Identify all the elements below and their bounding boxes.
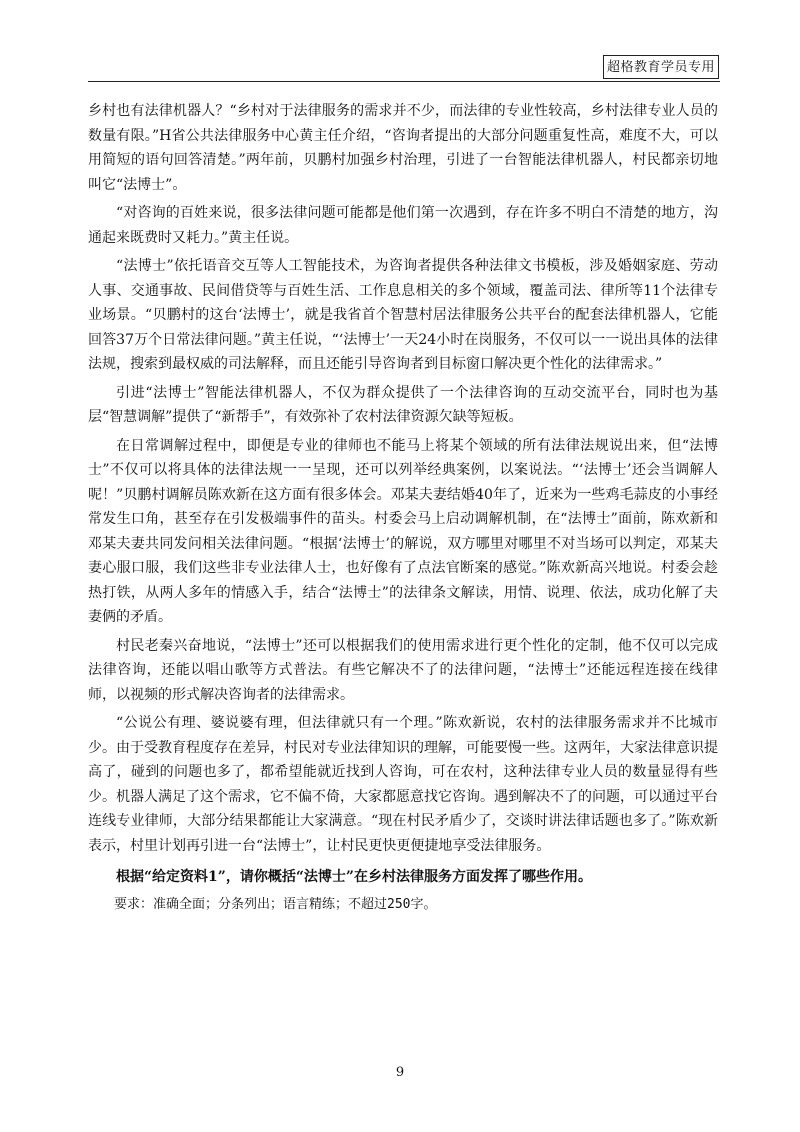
header-rule xyxy=(88,81,720,82)
paragraph-1: 乡村也有法律机器人？“乡村对于法律服务的需求并不少，而法律的专业性较高，乡村法律专业人员的数量有限。”H省公共法律服务中心黄主任介绍，“咨询者提出的大部分问题重复性高，难度不大，可以用简短的语句回答清楚。”两年前，贝鹏村加强乡村治理，引进了一台智能法律机器人，村民都亲切地叫它“法博士”。 xyxy=(88,103,718,193)
paragraph-2: “对咨询的百姓来说，很多法律问题可能都是他们第一次遇到，存在许多不明白不清楚的地方，沟通起来既费时又耗力。”黄主任说。 xyxy=(88,205,718,246)
question-prompt: 根据“给定资料1”，请你概括“法博士”在乡村法律服务方面发挥了哪些作用。 xyxy=(116,869,592,885)
paragraph-5: 在日常调解过程中，即便是专业的律师也不能马上将某个领域的所有法律法规说出来，但“法博士”不仅可以将具体的法律法规一一呈现，还可以列举经典案例，以案说法。“‘法博士’还会当调解人呢！”贝鹏村调解员陈欢新在这方面有很多体会。邓某夫妻结婚40年了，近来为一些鸡毛蒜皮的小事经常发生口角，甚至存在引发极端事件的苗头。村委会马上启动调解机制，在“法博士”面前，陈欢新和邓某夫妻共同发问相关法律问题。“根据‘法博士’的解说，双方哪里对哪里不对当场可以判定，邓某夫妻心服口服，我们这些非专业法律人士，也好像有了点法官断案的感觉。”陈欢新高兴地说。村委会趁热打铁，从两人多年的情感入手，结合“法博士”的法律条文解读，用情、说理、依法，成功化解了夫妻俩的矛盾。 xyxy=(88,437,718,625)
document-body xyxy=(88,99,718,918)
paragraph-4: 引进“法博士”智能法律机器人，不仅为群众提供了一个法律咨询的互动交流平台，同时也为基层“智慧调解”提供了“新帮手”，有效弥补了农村法律资源欠缺等短板。 xyxy=(88,384,718,425)
paragraph-3: “法博士”依托语音交互等人工智能技术，为咨询者提供各种法律文书模板，涉及婚姻家庭、劳动人事、交通事故、民间借贷等与百姓生活、工作息息相关的多个领域，覆盖司法、律所等11个法律专业场景。“贝鹏村的这台‘法博士’，就是我省首个智慧村居法律服务公共平台的配套法律机器人，它能回答37万个日常法律问题。”黄主任说，“‘法博士’一天24小时在岗服务，不仅可以一一说出具体的法律法规，搜索到最权威的司法解释，而且还能引导咨询者到目标窗口解决更个性化的法律需求。” xyxy=(88,258,718,372)
answer-requirement: 要求：准确全面；分条列出；语言精练；不超过250字。 xyxy=(114,897,437,912)
page-number: 9 xyxy=(395,1065,405,1080)
paragraph-7: “公说公有理、婆说婆有理，但法律就只有一个理。”陈欢新说，农村的法律服务需求并不比城市少。由于受教育程度存在差异，村民对专业法律知识的理解，可能要慢一些。这两年，大家法律意识提高了，碰到的问题也多了，都希望能就近找到人咨询，可在农村，这种法律专业人员的数量显得有些少。机器人满足了这个需求，它不偏不倚，大家都愿意找它咨询。遇到解决不了的问题，可以通过平台连线专业律师，大部分结果都能让大家满意。“现在村民矛盾少了，交谈时讲法律话题也多了。”陈欢新表示，村里计划再引进一台“法博士”，让村民更快更便捷地享受法律服务。 xyxy=(88,715,718,854)
paragraph-6: 村民老秦兴奋地说，“法博士”还可以根据我们的使用需求进行更个性化的定制，他不仅可以完成法律咨询，还能以唱山歌等方式普法。有些它解决不了的法律问题，“法博士”还能远程连接在线律师，以视频的形式解决咨询者的法律需求。 xyxy=(88,637,718,703)
header-stamp: 超格教育学员专用 xyxy=(603,55,719,79)
